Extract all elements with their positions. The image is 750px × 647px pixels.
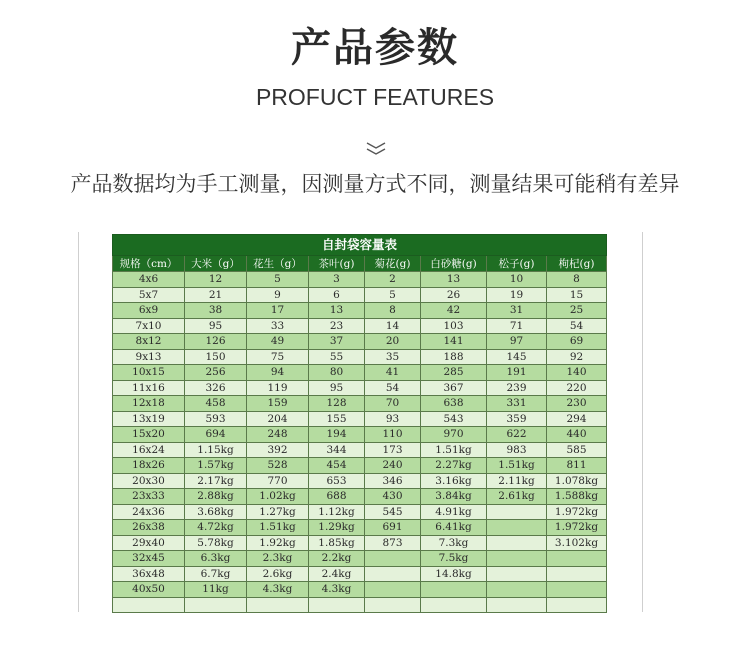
table-cell: 11x16 [113,380,185,396]
table-cell: 970 [421,427,487,443]
table-cell [547,582,607,598]
table-cell: 92 [547,349,607,365]
column-header: 菊花(g) [365,256,421,272]
table-row [113,566,607,582]
table-cell: 1.588kg [547,489,607,505]
table-cell [421,582,487,598]
table-row [113,535,607,551]
table-cell: 11kg [185,582,247,598]
table-cell [487,520,547,536]
left-divider-line [78,232,79,612]
table-cell: 983 [487,442,547,458]
table-cell: 15 [547,287,607,303]
table-cell [421,597,487,613]
table-cell: 545 [365,504,421,520]
table-cell: 4.72kg [185,520,247,536]
table-body [113,272,607,613]
table-cell [487,535,547,551]
table-cell: 688 [309,489,365,505]
table-row [113,473,607,489]
table-row [113,458,607,474]
table-cell: 6 [309,287,365,303]
table-cell: 3.84kg [421,489,487,505]
table-cell: 1.85kg [309,535,365,551]
table-cell: 23 [309,318,365,334]
table-cell [547,566,607,582]
table-cell: 9 [247,287,309,303]
table-cell: 1.02kg [247,489,309,505]
table-cell: 26 [421,287,487,303]
table-cell [487,566,547,582]
table-cell: 110 [365,427,421,443]
table-cell: 2 [365,272,421,288]
table-cell: 35 [365,349,421,365]
column-header: 规格（cm） [113,256,185,272]
table-cell: 392 [247,442,309,458]
table-cell: 2.2kg [309,551,365,567]
page-title: 产品参数 [291,25,459,71]
table-cell: 145 [487,349,547,365]
table-cell: 141 [421,334,487,350]
table-cell: 16x24 [113,442,185,458]
table-cell: 4.3kg [247,582,309,598]
table-cell: 240 [365,458,421,474]
table-cell: 49 [247,334,309,350]
table-cell: 93 [365,411,421,427]
table-cell: 770 [247,473,309,489]
table-cell: 4.3kg [309,582,365,598]
table-cell: 691 [365,520,421,536]
table-cell: 220 [547,380,607,396]
table-cell: 5 [365,287,421,303]
table-cell [487,551,547,567]
table-cell: 2.17kg [185,473,247,489]
table-cell: 119 [247,380,309,396]
table-cell: 71 [487,318,547,334]
table-cell: 344 [309,442,365,458]
table-cell: 873 [365,535,421,551]
table-cell: 95 [309,380,365,396]
table-cell: 1.12kg [309,504,365,520]
table-row [113,551,607,567]
table-cell: 10 [487,272,547,288]
table-cell: 638 [421,396,487,412]
table-cell: 811 [547,458,607,474]
capacity-table-container [112,234,606,613]
right-divider-line [642,232,643,612]
table-cell [365,551,421,567]
table-cell: 191 [487,365,547,381]
table-cell: 2.11kg [487,473,547,489]
table-cell: 430 [365,489,421,505]
table-cell: 8 [365,303,421,319]
table-cell [365,582,421,598]
table-cell: 75 [247,349,309,365]
table-cell: 694 [185,427,247,443]
table-row [113,442,607,458]
table-cell: 38 [185,303,247,319]
table-cell: 239 [487,380,547,396]
table-caption: 自封袋容量表 [113,235,607,256]
table-cell [487,504,547,520]
table-cell: 17 [247,303,309,319]
table-cell: 2.88kg [185,489,247,505]
table-cell: 31 [487,303,547,319]
table-row [113,380,607,396]
table-cell: 69 [547,334,607,350]
table-cell: 256 [185,365,247,381]
table-row [113,349,607,365]
table-cell: 285 [421,365,487,381]
table-row [113,287,607,303]
table-cell: 6.41kg [421,520,487,536]
table-cell [309,597,365,613]
table-row [113,272,607,288]
table-row [113,597,607,613]
table-cell [487,582,547,598]
table-cell: 2.6kg [247,566,309,582]
table-cell: 42 [421,303,487,319]
table-cell: 12 [185,272,247,288]
table-cell: 1.51kg [247,520,309,536]
table-row [113,334,607,350]
table-cell: 2.3kg [247,551,309,567]
table-cell [185,597,247,613]
table-cell: 5 [247,272,309,288]
table-cell: 294 [547,411,607,427]
table-cell: 23x33 [113,489,185,505]
table-cell: 55 [309,349,365,365]
table-cell: 1.27kg [247,504,309,520]
table-cell: 54 [547,318,607,334]
table-cell: 36x48 [113,566,185,582]
table-cell: 1.57kg [185,458,247,474]
table-cell: 3.16kg [421,473,487,489]
column-header: 枸杞(g) [547,256,607,272]
table-cell [365,597,421,613]
table-row [113,520,607,536]
table-cell: 2.61kg [487,489,547,505]
table-cell: 33 [247,318,309,334]
column-header: 大米（g） [185,256,247,272]
table-cell: 18x26 [113,458,185,474]
table-cell: 126 [185,334,247,350]
table-cell: 155 [309,411,365,427]
table-cell: 41 [365,365,421,381]
table-cell: 14 [365,318,421,334]
table-cell: 103 [421,318,487,334]
table-cell: 194 [309,427,365,443]
table-cell: 32x45 [113,551,185,567]
table-cell: 458 [185,396,247,412]
table-row [113,303,607,319]
table-cell [547,597,607,613]
table-cell [487,597,547,613]
table-cell: 37 [309,334,365,350]
table-cell: 2.4kg [309,566,365,582]
table-cell: 367 [421,380,487,396]
table-cell: 346 [365,473,421,489]
table-cell: 13x19 [113,411,185,427]
table-cell: 653 [309,473,365,489]
column-header: 松子(g) [487,256,547,272]
table-cell: 359 [487,411,547,427]
table-cell: 19 [487,287,547,303]
table-row [113,427,607,443]
table-cell: 1.972kg [547,520,607,536]
column-header: 花生（g） [247,256,309,272]
table-row [113,365,607,381]
capacity-table [112,234,607,613]
table-cell: 159 [247,396,309,412]
measurement-note: 产品数据均为手工测量，因测量方式不同，测量结果可能稍有差异 [70,172,680,196]
table-cell: 4.91kg [421,504,487,520]
table-cell: 26x38 [113,520,185,536]
table-cell: 14.8kg [421,566,487,582]
table-cell: 12x18 [113,396,185,412]
table-cell: 1.15kg [185,442,247,458]
table-cell: 331 [487,396,547,412]
table-cell [365,566,421,582]
table-cell: 543 [421,411,487,427]
table-row [113,411,607,427]
table-cell: 7.3kg [421,535,487,551]
table-cell: 70 [365,396,421,412]
table-cell: 21 [185,287,247,303]
table-cell: 6x9 [113,303,185,319]
table-cell: 80 [309,365,365,381]
table-cell: 8x12 [113,334,185,350]
table-cell: 40x50 [113,582,185,598]
table-cell: 97 [487,334,547,350]
table-cell: 94 [247,365,309,381]
table-cell: 140 [547,365,607,381]
table-cell: 2.27kg [421,458,487,474]
table-cell: 7.5kg [421,551,487,567]
table-cell: 1.92kg [247,535,309,551]
table-cell: 6.7kg [185,566,247,582]
table-cell: 20x30 [113,473,185,489]
table-cell: 6.3kg [185,551,247,567]
table-row [113,504,607,520]
table-cell [113,597,185,613]
table-cell: 20 [365,334,421,350]
table-cell: 1.51kg [487,458,547,474]
table-cell: 3.68kg [185,504,247,520]
table-cell: 24x36 [113,504,185,520]
table-cell: 1.972kg [547,504,607,520]
table-cell: 8 [547,272,607,288]
table-cell: 7x10 [113,318,185,334]
column-header: 白砂糖(g) [421,256,487,272]
table-cell: 3 [309,272,365,288]
table-cell: 1.29kg [309,520,365,536]
table-cell: 10x15 [113,365,185,381]
table-cell: 29x40 [113,535,185,551]
double-chevron-down-icon [365,140,387,158]
table-cell: 528 [247,458,309,474]
column-header: 茶叶(g) [309,256,365,272]
table-cell: 326 [185,380,247,396]
table-cell: 622 [487,427,547,443]
table-cell: 4x6 [113,272,185,288]
table-row [113,489,607,505]
table-cell: 454 [309,458,365,474]
table-cell [247,597,309,613]
table-cell: 13 [421,272,487,288]
table-cell: 128 [309,396,365,412]
table-cell: 593 [185,411,247,427]
table-cell [547,551,607,567]
table-row [113,582,607,598]
table-row [113,396,607,412]
table-cell: 1.51kg [421,442,487,458]
table-cell: 248 [247,427,309,443]
table-cell: 585 [547,442,607,458]
table-cell: 204 [247,411,309,427]
table-header-row [113,256,607,272]
table-cell: 95 [185,318,247,334]
page-subtitle: PROFUCT FEATURES [255,84,495,110]
table-cell: 3.102kg [547,535,607,551]
table-cell: 25 [547,303,607,319]
table-cell: 440 [547,427,607,443]
table-cell: 54 [365,380,421,396]
table-row [113,318,607,334]
table-cell: 13 [309,303,365,319]
table-cell: 173 [365,442,421,458]
table-cell: 1.078kg [547,473,607,489]
table-cell: 150 [185,349,247,365]
table-cell: 230 [547,396,607,412]
table-cell: 5x7 [113,287,185,303]
table-cell: 9x13 [113,349,185,365]
table-cell: 15x20 [113,427,185,443]
table-cell: 188 [421,349,487,365]
table-cell: 5.78kg [185,535,247,551]
